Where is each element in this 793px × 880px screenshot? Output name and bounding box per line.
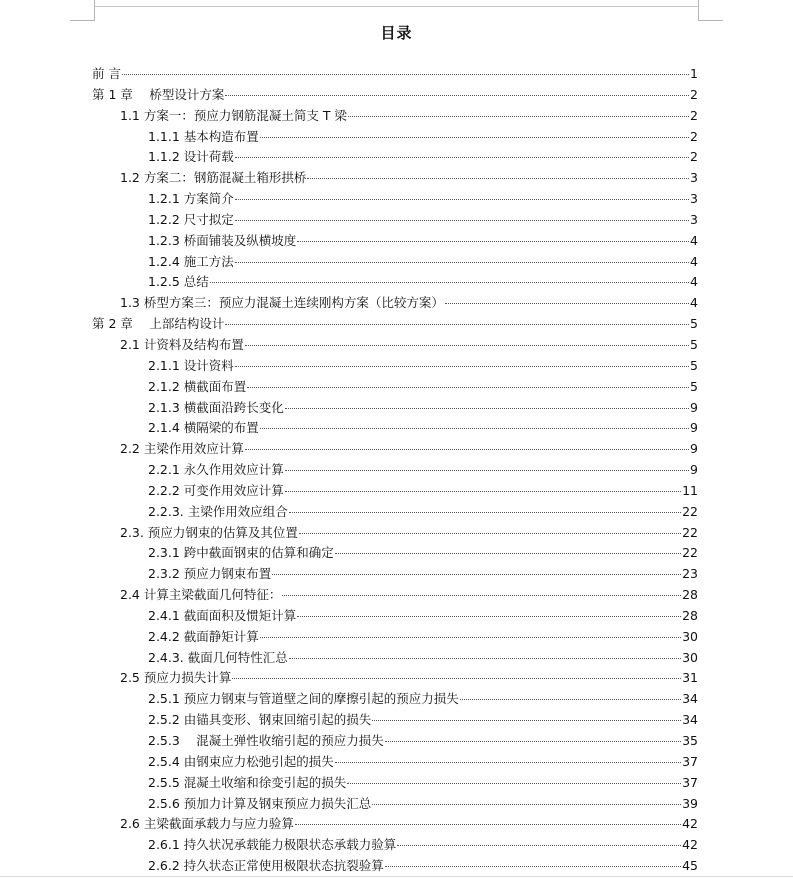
toc-dot-leader — [335, 552, 681, 554]
toc-entry-page-number: 3 — [690, 170, 698, 186]
toc-entry-label: 1.2 方案二：钢筋混凝土箱形拱桥 — [120, 170, 307, 186]
table-of-contents — [92, 64, 698, 877]
toc-dot-leader — [285, 407, 689, 409]
toc-entry-label: 2.5.2 由锚具变形、钢束回缩引起的损失 — [148, 712, 372, 728]
toc-entry[interactable] — [92, 64, 698, 85]
toc-entry-page-number: 31 — [682, 670, 698, 686]
toc-entry-label: 前 言 — [92, 66, 121, 81]
toc-entry-page-number: 28 — [682, 587, 698, 603]
toc-dot-leader — [260, 427, 689, 429]
toc-dot-leader — [235, 198, 689, 200]
toc-entry-page-number: 9 — [690, 441, 698, 457]
toc-dot-leader — [289, 657, 681, 659]
toc-dot-leader — [307, 177, 689, 179]
toc-entry-page-number: 5 — [690, 357, 698, 373]
toc-entry-label: 2.4.2 截面静矩计算 — [148, 628, 259, 644]
toc-dot-leader — [347, 782, 681, 784]
toc-entry-page-number: 2 — [690, 128, 698, 144]
toc-dot-leader — [260, 136, 689, 138]
toc-entry[interactable] — [92, 272, 698, 293]
toc-entry[interactable] — [92, 627, 698, 648]
toc-entry-label: 2.1.4 横隔梁的布置 — [148, 420, 259, 436]
toc-entry-page-number: 3 — [690, 191, 698, 207]
toc-entry[interactable] — [92, 439, 698, 460]
toc-entry-label: 2.1.3 横截面沿跨长变化 — [148, 399, 284, 415]
toc-dot-leader — [235, 365, 689, 367]
toc-entry-page-number: 37 — [682, 753, 698, 769]
toc-dot-leader — [285, 469, 689, 471]
toc-dot-leader — [297, 615, 681, 617]
toc-entry-page-number: 39 — [682, 795, 698, 811]
toc-dot-leader — [445, 302, 689, 304]
toc-entry-label: 1.2.4 施工方法 — [148, 253, 234, 269]
toc-entry-page-number: 22 — [682, 503, 698, 519]
toc-entry[interactable] — [92, 106, 698, 127]
toc-entry[interactable] — [92, 752, 698, 773]
toc-dot-leader — [282, 594, 681, 596]
toc-entry-label: 2.3.1 跨中截面钢束的估算和确定 — [148, 545, 334, 561]
toc-dot-leader — [460, 698, 681, 700]
toc-entry[interactable] — [92, 835, 698, 856]
toc-entry-label: 2.6.2 持久状态正常使用极限状态抗裂验算 — [148, 858, 384, 874]
toc-dot-leader — [297, 240, 689, 242]
toc-entry[interactable] — [92, 85, 698, 106]
toc-dot-leader — [335, 761, 681, 763]
toc-entry-label: 2.3.2 预应力钢束布置 — [148, 566, 272, 582]
toc-entry[interactable] — [92, 252, 698, 273]
toc-entry[interactable] — [92, 147, 698, 168]
toc-dot-leader — [348, 115, 689, 117]
toc-dot-leader — [260, 636, 681, 638]
toc-entry[interactable] — [92, 314, 698, 335]
toc-entry[interactable] — [92, 794, 698, 815]
toc-entry[interactable] — [92, 668, 698, 689]
toc-entry-label: 2.4 计算主梁截面几何特征： — [120, 587, 282, 603]
toc-entry-label: 2.2.3. 主梁作用效应组合 — [148, 503, 288, 519]
toc-entry[interactable] — [92, 606, 698, 627]
toc-entry[interactable] — [92, 210, 698, 231]
toc-entry[interactable] — [92, 564, 698, 585]
toc-dot-leader — [210, 281, 689, 283]
toc-entry-label: 1.1.2 设计荷载 — [148, 149, 234, 165]
toc-entry-page-number: 34 — [682, 691, 698, 707]
toc-entry-page-number: 45 — [682, 858, 698, 874]
toc-entry-page-number: 4 — [690, 232, 698, 248]
toc-dot-leader — [247, 386, 689, 388]
toc-dot-leader — [245, 344, 689, 346]
toc-entry-page-number: 4 — [690, 295, 698, 311]
toc-entry[interactable] — [92, 689, 698, 710]
toc-entry-page-number: 5 — [690, 336, 698, 352]
toc-entry[interactable] — [92, 418, 698, 439]
toc-dot-leader — [372, 803, 681, 805]
toc-entry-label: 2.2 主梁作用效应计算 — [120, 441, 244, 457]
toc-entry-label: 1.1 方案一：预应力钢筋混凝土简支 T 梁 — [120, 107, 347, 123]
toc-dot-leader — [385, 740, 681, 742]
toc-entry-label: 2.2.2 可变作用效应计算 — [148, 482, 284, 498]
toc-entry[interactable] — [92, 814, 698, 835]
toc-entry-label: 2.1.1 设计资料 — [148, 357, 234, 373]
toc-entry-page-number: 22 — [682, 545, 698, 561]
toc-dot-leader — [385, 865, 681, 867]
toc-dot-leader — [235, 156, 689, 158]
toc-entry-page-number: 9 — [690, 420, 698, 436]
toc-title: 目录 — [380, 24, 413, 42]
toc-dot-leader — [272, 573, 681, 575]
toc-entry-page-number: 9 — [690, 462, 698, 478]
toc-entry[interactable] — [92, 585, 698, 606]
toc-dot-leader — [235, 261, 689, 263]
toc-entry-label: 2.3. 预应力钢束的估算及其位置 — [120, 524, 298, 540]
toc-entry-page-number: 23 — [682, 566, 698, 582]
toc-dot-leader — [299, 532, 681, 534]
toc-entry-page-number: 3 — [690, 211, 698, 227]
toc-entry[interactable] — [92, 189, 698, 210]
toc-entry-label: 2.5 预应力损失计算 — [120, 670, 232, 686]
toc-entry[interactable] — [92, 335, 698, 356]
toc-dot-leader — [295, 823, 681, 825]
toc-entry-label: 2.1.2 横截面布置 — [148, 378, 247, 394]
toc-entry-page-number: 11 — [682, 482, 698, 498]
toc-dot-leader — [225, 323, 689, 325]
toc-entry-label: 2.5.5 混凝土收缩和徐变引起的损失 — [148, 774, 347, 790]
toc-entry-label: 1.3 桥型方案三：预应力混凝土连续刚构方案（比较方案） — [120, 295, 444, 311]
toc-entry[interactable] — [92, 731, 698, 752]
toc-entry-label: 2.5.1 预应力钢束与管道壁之间的摩擦引起的预应力损失 — [148, 691, 459, 707]
crop-mark-top-left — [70, 0, 95, 21]
toc-dot-leader — [372, 719, 681, 721]
toc-entry[interactable] — [92, 856, 698, 877]
toc-entry[interactable] — [92, 481, 698, 502]
toc-dot-leader — [235, 219, 689, 221]
toc-entry-page-number: 4 — [690, 253, 698, 269]
toc-dot-leader — [225, 94, 689, 96]
toc-dot-leader — [245, 448, 689, 450]
toc-entry-page-number: 5 — [690, 378, 698, 394]
toc-entry-page-number: 35 — [682, 733, 698, 748]
toc-dot-leader — [285, 490, 681, 492]
toc-entry-page-number: 42 — [682, 837, 698, 853]
toc-entry-label: 1.2.3 桥面铺装及纵横坡度 — [148, 232, 297, 248]
toc-entry[interactable] — [92, 502, 698, 523]
toc-entry-page-number: 9 — [690, 399, 698, 415]
toc-dot-leader — [122, 73, 689, 75]
toc-dot-leader — [289, 511, 681, 513]
toc-entry[interactable] — [92, 127, 698, 148]
toc-entry-page-number: 28 — [682, 607, 698, 623]
toc-entry-page-number: 37 — [682, 774, 698, 790]
crop-mark-top-right — [698, 0, 723, 21]
toc-entry[interactable] — [92, 377, 698, 398]
toc-entry-page-number: 34 — [682, 712, 698, 728]
toc-entry-page-number: 2 — [690, 86, 698, 102]
toc-entry-label: 2.6 主梁截面承载力与应力验算 — [120, 816, 294, 832]
toc-dot-leader — [397, 844, 681, 846]
toc-entry-page-number: 2 — [690, 107, 698, 123]
toc-entry-label: 2.2.1 永久作用效应计算 — [148, 462, 284, 478]
toc-entry[interactable] — [92, 356, 698, 377]
toc-entry-label: 2.4.1 截面面积及惯矩计算 — [148, 607, 297, 623]
toc-entry[interactable] — [92, 398, 698, 419]
toc-entry-label: 1.2.1 方案简介 — [148, 191, 234, 207]
page-top-edge — [94, 6, 698, 7]
toc-entry-label: 2.5.4 由钢束应力松弛引起的损失 — [148, 753, 334, 769]
toc-entry[interactable] — [92, 773, 698, 794]
toc-dot-leader — [232, 677, 681, 679]
toc-entry-label: 2.6.1 持久状况承载能力极限状态承载力验算 — [148, 837, 397, 853]
toc-entry[interactable] — [92, 648, 698, 669]
toc-entry-page-number: 5 — [690, 316, 698, 332]
toc-entry-label: 1.1.1 基本构造布置 — [148, 128, 259, 144]
toc-entry-page-number: 30 — [682, 628, 698, 644]
toc-entry-page-number: 22 — [682, 524, 698, 540]
toc-entry-label: 1.2.5 总结 — [148, 274, 209, 290]
toc-entry[interactable] — [92, 710, 698, 731]
toc-entry[interactable] — [92, 543, 698, 564]
page-bottom-edge — [0, 876, 793, 877]
toc-entry[interactable] — [92, 168, 698, 189]
toc-entry-label: 2.5.3 混凝土弹性收缩引起的预应力损失 — [148, 733, 384, 748]
toc-entry-label: 2.5.6 预加力计算及钢束预应力损失汇总 — [148, 795, 372, 811]
toc-entry-page-number: 42 — [682, 816, 698, 832]
toc-entry-label: 1.2.2 尺寸拟定 — [148, 211, 234, 227]
toc-entry[interactable] — [92, 460, 698, 481]
toc-entry-page-number: 1 — [690, 66, 698, 81]
toc-entry-label: 第 1 章 桥型设计方案 — [92, 86, 225, 102]
toc-entry-page-number: 4 — [690, 274, 698, 290]
toc-entry-page-number: 30 — [682, 649, 698, 665]
toc-entry[interactable] — [92, 231, 698, 252]
toc-entry-label: 第 2 章 上部结构设计 — [92, 316, 225, 332]
toc-entry[interactable] — [92, 293, 698, 314]
toc-entry[interactable] — [92, 523, 698, 544]
toc-entry-page-number: 2 — [690, 149, 698, 165]
toc-entry-label: 2.4.3. 截面几何特性汇总 — [148, 649, 288, 665]
toc-entry-label: 2.1 计资料及结构布置 — [120, 336, 244, 352]
